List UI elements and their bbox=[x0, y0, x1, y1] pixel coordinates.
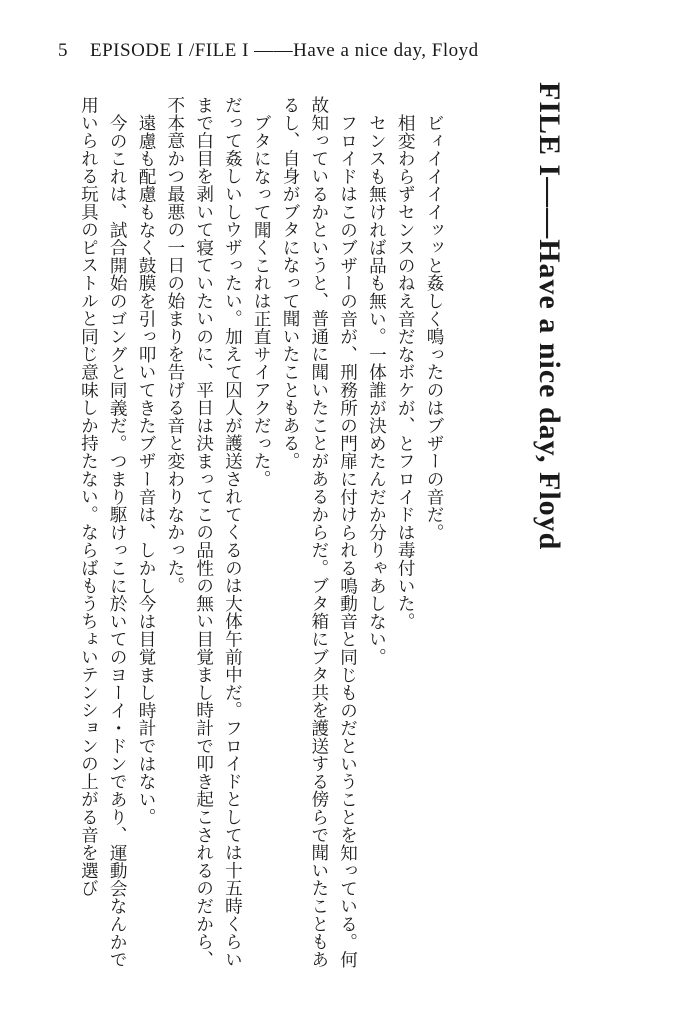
body-text bbox=[74, 96, 448, 976]
paragraph: 相変わらずセンスのねえ音だなボケが、とフロイドは毒付いた。 bbox=[395, 113, 416, 630]
page-number: 5 bbox=[58, 40, 68, 61]
paragraph: 今のこれは、試合開始のゴングと同義だ。つまり駆けっこに於いてのヨーイ・ドンであり、運動会なんかで用いられる玩具のピストルと同じ意味しか持たない。ならばもうちょいテンションの上がる音を選び bbox=[78, 96, 128, 968]
chapter-title: FILE I――Have a nice day, Floyd bbox=[533, 82, 566, 551]
paragraph: センスも無ければ品も無い。一体誰が決めたんだか分りゃあしない。 bbox=[366, 113, 387, 666]
paragraph: フロイドはこのブザーの音が、刑務所の門扉に付けられる鳴動音と同じものだということを知っている。何故知っているかというと、普通に聞いたことがあるからだ。ブタ箱にブタ共を護送する傍らで聞いたこともあるし、自身がブタになって聞いたこともある。 bbox=[280, 96, 358, 969]
paragraph: ブタになって聞くこれは正直サイアクだった。 bbox=[251, 113, 272, 488]
paragraph: ビィイイイイッッと姦しく鳴ったのはブザーの音だ。 bbox=[424, 113, 444, 541]
paragraph: 遠慮も配慮もなく鼓膜を引っ叩いてきたブザー音は、しかし今は目覚まし時計ではない。 bbox=[136, 113, 157, 826]
paragraph: だって姦しいしウザったい。加えて囚人が護送されてくるのは大体午前中だ。フロイドとしては十五時くらいまで白目を剥いて寝ていたいのに、平日は決まってこの品性の無い目覚まし時計で叩き起こされるのだから、不本意かつ最悪の一日の始まりを告げる音と変わりなかった。 bbox=[164, 96, 243, 969]
running-title: EPISODE I /FILE I ――Have a nice day, Floyd bbox=[90, 40, 479, 61]
running-header bbox=[58, 40, 479, 62]
